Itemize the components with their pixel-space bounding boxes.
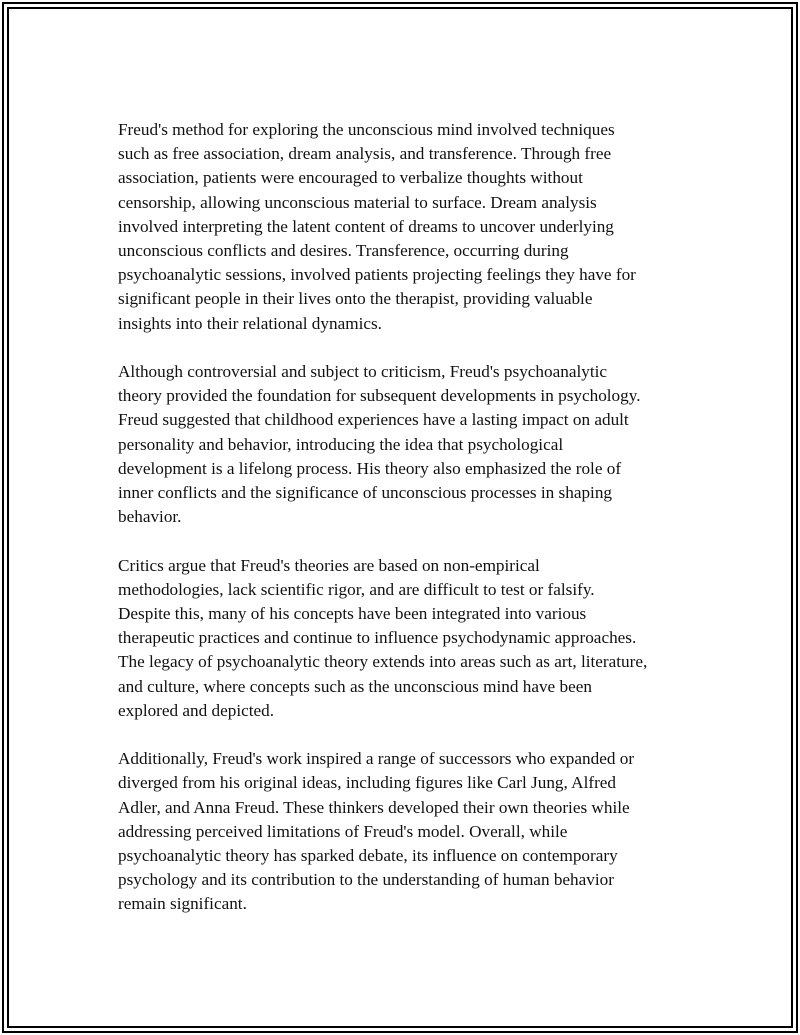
text-line: such as free association, dream analysis, and transference. Through free	[118, 144, 612, 164]
paragraph-3	[118, 554, 698, 723]
paragraph-2	[118, 360, 698, 529]
text-line: inner conflicts and the significance of unconscious processes in shaping	[118, 483, 613, 503]
document-body	[118, 118, 698, 941]
text-line: remain significant.	[118, 894, 247, 914]
text-line: development is a lifelong process. His theory also emphasized the role of	[118, 458, 622, 478]
text-line: Critics argue that Freud's theories are based on non-empirical	[118, 555, 540, 575]
text-line: Although controversial and subject to criticism, Freud's psychoanalytic	[118, 362, 608, 382]
text-line: personality and behavior, introducing the idea that psychological	[118, 434, 564, 454]
text-line: theory provided the foundation for subsequent developments in psychology.	[118, 386, 641, 406]
text-line: behavior.	[118, 507, 182, 527]
text-line: addressing perceived limitations of Freud's model. Overall, while	[118, 821, 568, 841]
text-line: psychoanalytic theory has sparked debate, its influence on contemporary	[118, 846, 618, 866]
text-line: The legacy of psychoanalytic theory extends into areas such as art, literature,	[118, 652, 648, 672]
text-line: psychology and its contribution to the understanding of human behavior	[118, 870, 614, 890]
text-line: Freud's method for exploring the unconscious mind involved techniques	[118, 120, 615, 139]
text-line: involved interpreting the latent content of dreams to uncover underlying	[118, 216, 614, 236]
paragraph-1	[118, 118, 698, 336]
text-line: psychoanalytic sessions, involved patients projecting feelings they have for	[118, 265, 636, 285]
text-line: censorship, allowing unconscious material to surface. Dream analysis	[118, 192, 597, 212]
paragraph-4	[118, 747, 698, 916]
text-line: Freud suggested that childhood experiences have a lasting impact on adult	[118, 410, 629, 430]
text-line: and culture, where concepts such as the unconscious mind have been	[118, 676, 592, 696]
text-line: explored and depicted.	[118, 700, 275, 720]
text-line: significant people in their lives onto the therapist, providing valuable	[118, 289, 593, 309]
text-line: Despite this, many of his concepts have been integrated into various	[118, 604, 587, 624]
text-line: association, patients were encouraged to verbalize thoughts without	[118, 168, 583, 188]
text-line: diverged from his original ideas, including figures like Carl Jung, Alfred	[118, 773, 617, 793]
text-line: methodologies, lack scientific rigor, and are difficult to test or falsify.	[118, 579, 595, 599]
text-line: unconscious conflicts and desires. Transference, occurring during	[118, 241, 569, 261]
text-line: Adler, and Anna Freud. These thinkers developed their own theories while	[118, 797, 630, 817]
text-line: Additionally, Freud's work inspired a range of successors who expanded or	[118, 749, 635, 769]
text-line: therapeutic practices and continue to influence psychodynamic approaches.	[118, 628, 637, 648]
text-line: insights into their relational dynamics.	[118, 313, 382, 333]
